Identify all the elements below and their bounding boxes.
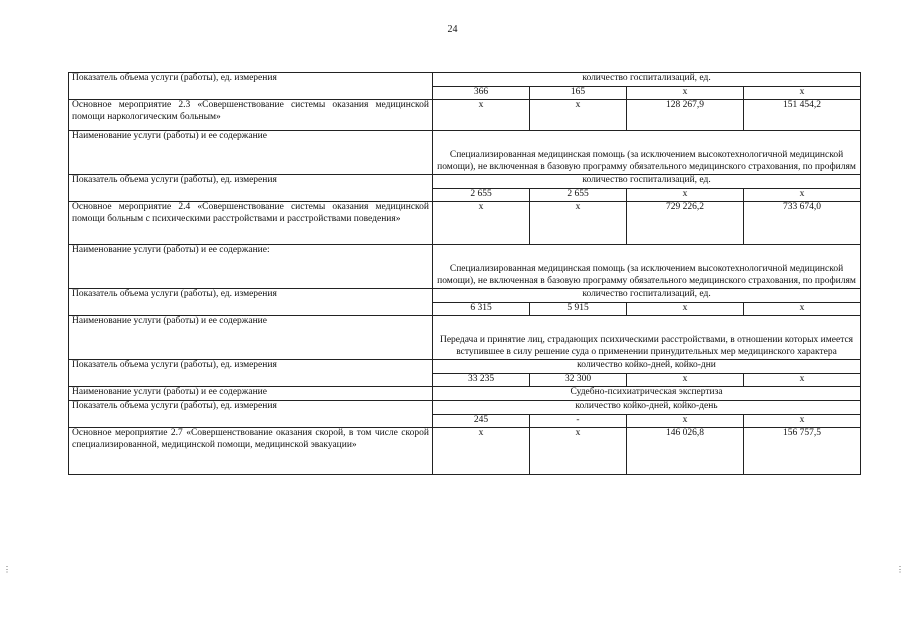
row-label: Наименование услуги (работы) и ее содержание: (69, 245, 433, 289)
service-description: Передача и принятие лиц, страдающих психическими расстройствами, в отношении которых имеется вступившее в силу решение суда о применении принудительных мер медицинского характера (433, 316, 861, 360)
table-row (69, 73, 861, 87)
measure-unit: количество госпитализаций, ед. (433, 289, 861, 303)
value-cell: х (744, 189, 861, 202)
measure-unit: количество койко-дней, койко-дни (433, 360, 861, 374)
value-cell: 146 026,8 (627, 428, 744, 475)
value-cell: 128 267,9 (627, 100, 744, 131)
row-label: Показатель объема услуги (работы), ед. измерения (69, 73, 433, 100)
measure-label: Основное мероприятие 2.3 «Совершенствование системы оказания медицинской помощи наркологическим больным» (69, 100, 433, 131)
value-cell: х (627, 374, 744, 387)
value-cell: х (530, 100, 627, 131)
value-cell: 165 (530, 87, 627, 100)
measure-unit: количество койко-дней, койко-день (433, 401, 861, 415)
scan-edge-mark: ⋮ (3, 565, 11, 574)
value-cell: х (744, 415, 861, 428)
value-cell: - (530, 415, 627, 428)
value-cell: х (744, 87, 861, 100)
table-row (69, 360, 861, 374)
table-row (69, 428, 861, 475)
value-cell: 5 915 (530, 303, 627, 316)
row-label: Показатель объема услуги (работы), ед. измерения (69, 289, 433, 316)
value-cell: х (433, 100, 530, 131)
measure-unit: количество госпитализаций, ед. (433, 73, 861, 87)
program-table (68, 72, 861, 475)
value-cell: 151 454,2 (744, 100, 861, 131)
table-row (69, 100, 861, 131)
row-label: Наименование услуги (работы) и ее содержание (69, 387, 433, 401)
page-number: 24 (447, 24, 458, 35)
table-row (69, 175, 861, 189)
measure-label: Основное мероприятие 2.7 «Совершенствование оказания скорой, в том числе скорой специализированной, медицинской помощи, медицинской эвакуации» (69, 428, 433, 475)
table-row (69, 316, 861, 360)
value-cell: 6 315 (433, 303, 530, 316)
table-row (69, 289, 861, 303)
value-cell: 33 235 (433, 374, 530, 387)
value-cell: 245 (433, 415, 530, 428)
value-cell: 2 655 (530, 189, 627, 202)
value-cell: х (433, 202, 530, 245)
table-row (69, 401, 861, 415)
value-cell: 156 757,5 (744, 428, 861, 475)
row-label: Показатель объема услуги (работы), ед. измерения (69, 360, 433, 387)
table-row (69, 131, 861, 175)
value-cell: 2 655 (433, 189, 530, 202)
value-cell: х (627, 87, 744, 100)
service-description: Специализированная медицинская помощь (за исключением высокотехнологичной медицинской помощи), не включенная в базовую программу обязательного медицинского страхования, по профилям (433, 245, 861, 289)
value-cell: 733 674,0 (744, 202, 861, 245)
table-row (69, 387, 861, 401)
row-label: Наименование услуги (работы) и ее содержание (69, 316, 433, 360)
measure-unit: количество госпитализаций, ед. (433, 175, 861, 189)
service-description: Специализированная медицинская помощь (за исключением высокотехнологичной медицинской помощи), не включенная в базовую программу обязательного медицинского страхования, по профилям (433, 131, 861, 175)
row-label: Показатель объема услуги (работы), ед. измерения (69, 401, 433, 428)
value-cell: х (627, 303, 744, 316)
row-label: Показатель объема услуги (работы), ед. измерения (69, 175, 433, 202)
value-cell: х (530, 428, 627, 475)
value-cell: х (530, 202, 627, 245)
value-cell: х (627, 415, 744, 428)
value-cell: х (627, 189, 744, 202)
value-cell: х (744, 303, 861, 316)
service-description: Судебно-психиатрическая экспертиза (433, 387, 861, 401)
value-cell: 32 300 (530, 374, 627, 387)
value-cell: х (433, 428, 530, 475)
measure-label: Основное мероприятие 2.4 «Совершенствование системы оказания медицинской помощи больным с психическими расстройствами и расстройствами поведения» (69, 202, 433, 245)
value-cell: х (744, 374, 861, 387)
scan-edge-mark: ⋮ (896, 565, 904, 574)
row-label: Наименование услуги (работы) и ее содержание (69, 131, 433, 175)
value-cell: 729 226,2 (627, 202, 744, 245)
value-cell: 366 (433, 87, 530, 100)
table-row (69, 245, 861, 289)
table-row (69, 202, 861, 245)
